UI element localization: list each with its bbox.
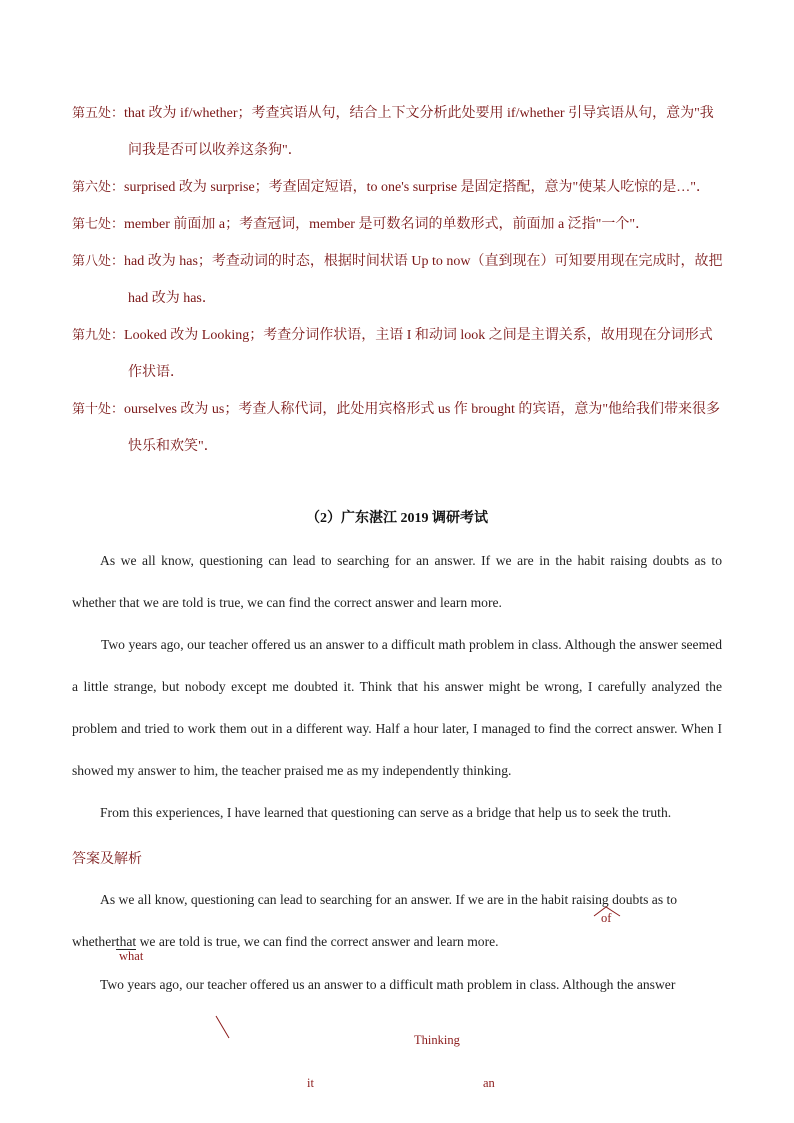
correction-text: member 前面加 a；考查冠词，member 是可数名词的单数形式，前面加 a 泛指"一个"． [124, 217, 650, 232]
correction-text: Looked 改为 Looking；考查分词作状语，主语 I 和动词 look 之间是主谓关系，故用现在分词形式 [124, 328, 713, 343]
passage-paragraph-3: From this experiences, I have learned that questioning can serve as a bridge that help us to seek the truth. [100, 805, 672, 820]
correction-label: 第九处： [72, 328, 125, 343]
correction-6 [72, 169, 728, 206]
correction-text: ourselves 改为 us；考查人称代词，此处用宾格形式 us 作 brought 的宾语，意为"他给我们带来很多 [124, 402, 721, 417]
correction-10 [72, 391, 728, 465]
correction-continuation: 作状语． [128, 365, 184, 380]
answer-text: whether [72, 934, 116, 949]
correction-label: 第六处： [72, 180, 125, 195]
correction-mark-what: what [119, 949, 144, 963]
correction-text: had 改为 has；考查动词的时态，根据时间状语 Up to now（直到现在）可知要用现在完成时，故把 [124, 254, 723, 269]
correction-mark-of: of [601, 911, 612, 925]
correction-label: 第八处： [72, 254, 125, 269]
correction-7 [72, 206, 728, 243]
underlined-word: that [115, 934, 137, 949]
answer-paragraph-1 [72, 879, 722, 963]
passage-paragraph-2: Two years ago, our teacher offered us an answer to a difficult math problem in class. Although the answer seemed a little strange, but nobody except me doubted it. Think that his answer might be wrong, I carefully analyzed the problem and tried to work them out in a different way. Half a hour later, I managed to find the correct answer. When I showed my answer to him, the teacher praised me as my independently thinking. [72, 637, 722, 778]
deletion-slash-icon [214, 1014, 232, 1040]
correction-5 [72, 95, 728, 169]
correction-continuation: 问我是否可以收养这条狗"． [128, 143, 302, 158]
passage-paragraph-1: As we all know, questioning can lead to searching for an answer. If we are in the habit raising doubts as to whether that we are told is true, we can find the correct answer and learn more. [72, 553, 722, 610]
correction-text: that 改为 if/whether；考查宾语从句，结合上下文分析此处要用 if/whether 引导宾语从句，意为"我 [124, 106, 714, 121]
correction-continuation: had 改为 has． [128, 291, 216, 306]
correction-text: surprised 改为 surprise；考查固定短语，to one's surprise 是固定搭配，意为"使某人吃惊的是…"． [124, 180, 710, 195]
section-title: （2）广东湛江 2019 调研考试 [306, 511, 488, 526]
correction-label: 第十处： [72, 402, 125, 417]
correction-8 [72, 243, 728, 317]
answer-heading: 答案及解析 [72, 851, 142, 867]
answer-text: raising doubts as to [571, 892, 678, 907]
correction-label: 第七处： [72, 217, 125, 232]
answer-text: As we all know, questioning can lead to searching for an answer. If we are in the habit [100, 892, 572, 907]
correction-mark-an: an [483, 1076, 495, 1090]
correction-label: 第五处： [72, 106, 125, 121]
answer-text: we are told is true, we can find the correct answer and learn more. [136, 934, 499, 949]
correction-continuation: 快乐和欢笑"． [128, 439, 218, 454]
correction-mark-it: it [307, 1076, 314, 1090]
correction-mark-thinking: Thinking [414, 1033, 460, 1047]
correction-9 [72, 317, 728, 391]
answer-paragraph-2: Two years ago, our teacher offered us an answer to a difficult math problem in class. Although the answer [100, 977, 676, 992]
